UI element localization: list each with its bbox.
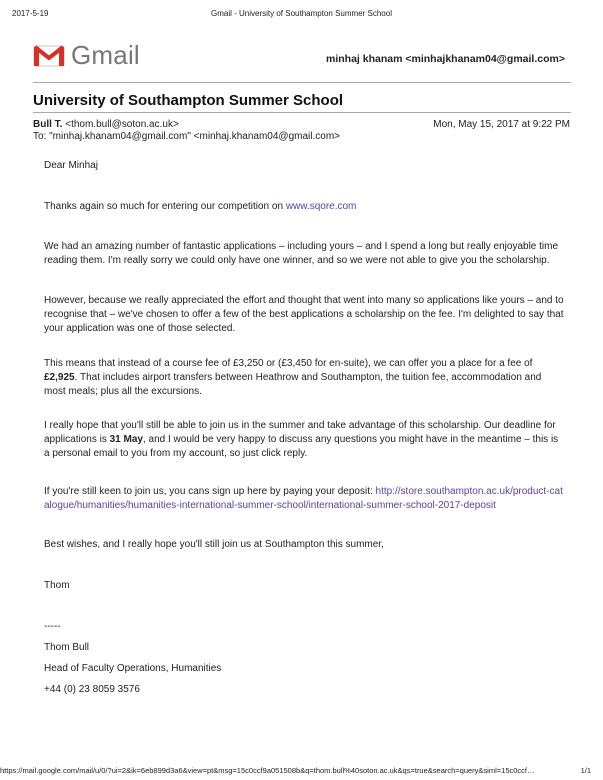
print-date: 2017-5-19 (12, 9, 49, 18)
sender (33, 119, 179, 130)
header-divider (33, 82, 571, 83)
deposit-link[interactable]: http://store.southampton.ac.uk/product-catalogue/humanities/humanities-international-summer-school/international-summer-school-2017-deposit (44, 486, 563, 511)
signature-title: Head of Faculty Operations, Humanities (44, 663, 222, 674)
gmail-logo[interactable] (33, 40, 140, 71)
paragraph-6: If you're still keen to join us, you cans sign up here by paying your deposit: http://store.southampton.ac.uk/product-catalogue/humanities/humanities-international-summer-school/international-summer-school-2017-deposit (44, 486, 563, 511)
email-subject: University of Southampton Summer School (33, 92, 344, 109)
closing-line: Best wishes, and I really hope you'll still join us at Southampton this summer, (44, 539, 384, 550)
signoff: Thom (44, 580, 70, 591)
page-number: 1/1 (580, 766, 591, 775)
deadline: 31 May (109, 434, 143, 445)
subject-divider (33, 112, 571, 113)
paragraph-5: I really hope that you'll still be able to join us in the summer and take advantage of this scholarship. Our deadline for applications is 31 May, and I would be very happy to discuss any questions you might have in the meantime – this is a personal email to you from my account, so just click reply. (44, 420, 559, 459)
paragraph-3: However, because we really appreciated the effort and thought that went into many so applications like yours – and to recognise that – we've chosen to offer a few of the best applications a scholarship on the fee. I'm delighted to say that your application was one of those selected. (44, 295, 564, 334)
signature-name: Thom Bull (44, 642, 90, 653)
gmail-wordmark: Gmail (71, 40, 140, 70)
print-title: Gmail - University of Southampton Summer School (211, 9, 392, 18)
print-footer-url: https://mail.google.com/mail/u/0/?ui=2&ik=6eb899d3a6&view=pt&msg=15c0ccf9a051508b&q=thom.bull%40soton.ac.uk&qs=true&search=query&siml=15c0ccf… (0, 766, 535, 775)
paragraph-4: This means that instead of a course fee of £3,250 or (£3,450 for en-suite), we can offer you a place for a fee of £2,925. That includes airport transfers between Heathrow and Southampton, the tuition fee, accommodation and most meals; plus all the excursions. (44, 358, 542, 397)
sent-date: Mon, May 15, 2017 at 9:22 PM (433, 119, 570, 130)
paragraph-2: We had an amazing number of fantastic applications – including yours – and I spend a long but really enjoyable time reading them. I'm really sorry we could only have one winner, and so we were not able to give you the scholarship. (44, 241, 559, 266)
recipient-line: To: "minhaj.khanam04@gmail.com" <minhaj.khanam04@gmail.com> (33, 131, 340, 142)
account-name: minhaj khanam <minhajkhanam04@gmail.com> (326, 53, 565, 65)
greeting: Dear Minhaj (44, 160, 98, 171)
gmail-envelope-icon (33, 44, 65, 68)
sqore-link[interactable]: www.sqore.com (285, 201, 357, 212)
paragraph-1: Thanks again so much for entering our competition on www.sqore.com (44, 201, 357, 212)
discounted-fee: £2,925 (44, 372, 75, 383)
sender-name: Bull T. (33, 119, 63, 130)
signature-phone: +44 (0) 23 8059 3576 (44, 684, 140, 695)
signature-separator: ----- (44, 621, 61, 632)
sender-email: <thom.bull@soton.ac.uk> (65, 119, 179, 130)
